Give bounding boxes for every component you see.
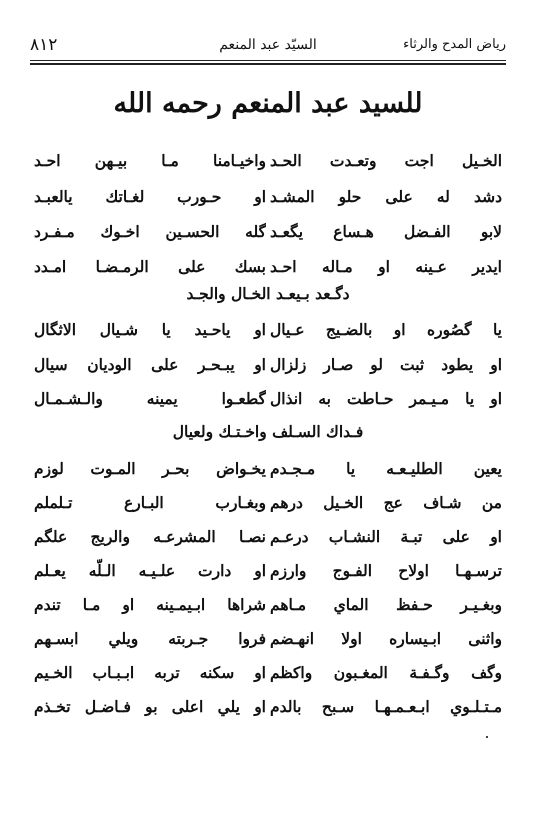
page-number: ٨١٢ (30, 35, 58, 55)
section-title: السيّد عبد المنعم (219, 37, 317, 53)
verse-second-hemistich: نصـا المشرعـه والريج علگم (34, 527, 266, 546)
verse-line (34, 658, 502, 688)
book-title: رياض المدح والرثاء (403, 37, 506, 52)
verse-second-hemistich: او ياحـيد يا شـيال الاثگال (34, 320, 266, 339)
verse-first-hemistich: يا گصُوره او بالضـيج عـيال (270, 320, 502, 339)
verse-first-hemistich: يعين الطليـعـه يا مـجـدم (270, 459, 502, 478)
verse-first-hemistich: او على تبـة النشـاب درعـم (270, 527, 502, 546)
verse-line (34, 350, 502, 380)
verse-second-hemistich: وبغـارب البـارع تـلملم (34, 493, 266, 512)
verse-second-hemistich: شراها ابـيمـينه او مـا تندم (34, 595, 266, 614)
verse-second-hemistich: او دارت علـيـه الـلّه يعـلم (34, 561, 266, 580)
verse-second-hemistich: گطعـوا يمينه والـشـمـال (34, 389, 266, 408)
verse-first-hemistich: واثنى ابـيساره اولا انهـضم (270, 629, 502, 648)
print-mark (486, 736, 488, 738)
verse-line (34, 454, 502, 484)
verse-second-hemistich: او يلي اعلى بو فـاضـل تخـذم (34, 697, 266, 716)
verse-line (34, 624, 502, 654)
running-header (30, 32, 506, 58)
verse-first-hemistich: الخـيل اجت وتعـدت الحـد (270, 151, 502, 170)
verse-line (34, 384, 502, 414)
verse-line (34, 488, 502, 518)
verse-line (34, 252, 502, 282)
verse-first-hemistich: وبغـيـر حـفظ الماي مـاهم (270, 595, 502, 614)
header-rule (30, 60, 506, 65)
verse-first-hemistich: وگف وگـفـة المغـبون واكظم (270, 663, 502, 682)
verse-line (34, 315, 502, 345)
verse-second-hemistich: گله الحسـين اخـوك مـفـرد (34, 222, 266, 241)
refrain-line: دگـعد بـيعـد الخـال والجـد (186, 284, 350, 303)
refrain-line: فـداك السـلف واخـتـك ولعيال (172, 422, 364, 441)
verse-second-hemistich: او يبـحـر على الوديان سيال (34, 355, 266, 374)
verse-first-hemistich: ايدير عـينه او مـاله احـد (270, 257, 502, 276)
verse-second-hemistich: واخيـامنا مـا بيـهن احـد (34, 151, 266, 170)
verse-first-hemistich: دشد له على حلو المشـد (270, 187, 502, 206)
poem-title: للسيد عبد المنعم رحمه الله (113, 88, 423, 119)
verse-second-hemistich: او حـورب لغـاتك يالعبـد (34, 187, 266, 206)
verse-line (34, 556, 502, 586)
verse-line (34, 692, 502, 722)
verse-first-hemistich: من شـاف عج الخـيل درهم (270, 493, 502, 512)
verse-line (34, 146, 502, 176)
verse-second-hemistich: او سكنه تربه ابـبـاب الخـيم (34, 663, 266, 682)
verse-line (34, 590, 502, 620)
verse-first-hemistich: ترسـهـا اولاح الفـوج وارزم (270, 561, 502, 580)
verse-second-hemistich: بسك على الرمـضـا امـدد (34, 257, 266, 276)
verse-second-hemistich: فروا جـربته ويلي ابسـهم (34, 629, 266, 648)
verse-first-hemistich: او يا مـيـمر حـاطت به انذال (270, 389, 502, 408)
verse-first-hemistich: لابو الفـضل هـساع يگعـد (270, 222, 502, 241)
verse-line (34, 522, 502, 552)
verse-line (34, 182, 502, 212)
verse-first-hemistich: مـتـلـوي ابـعـمـهـا سـبح بالدم (270, 697, 502, 716)
verse-first-hemistich: او يطود ثبت لو صـار زلزال (270, 355, 502, 374)
verse-second-hemistich: يخـواض بحـر المـوت لوزم (34, 459, 266, 478)
verse-line (34, 217, 502, 247)
